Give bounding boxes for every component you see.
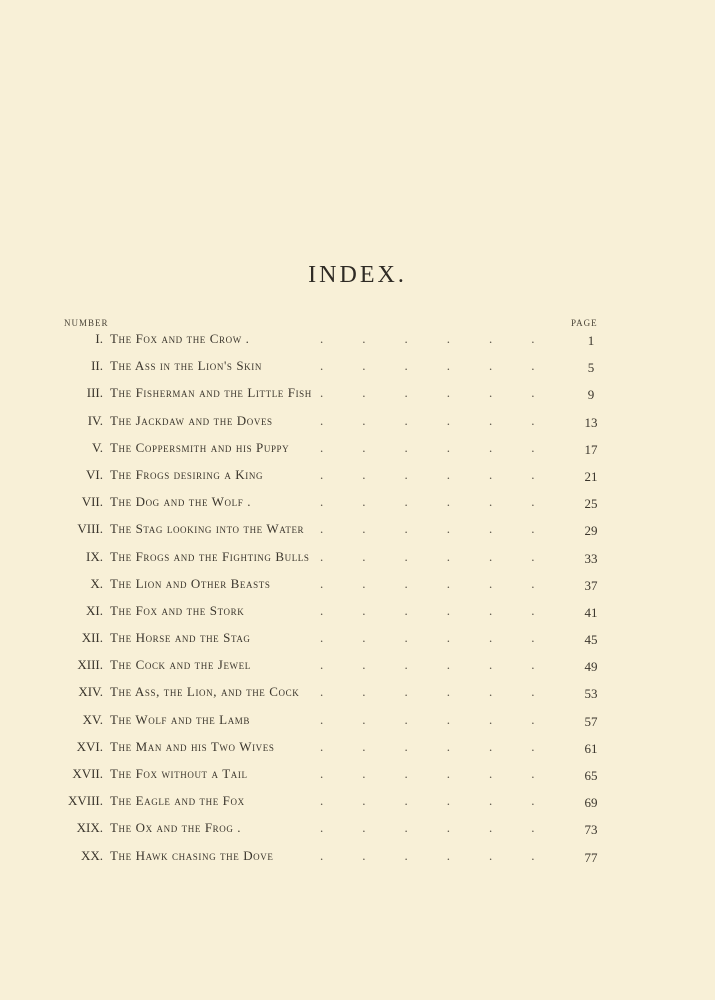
index-entry (0, 736, 715, 763)
index-entry (0, 328, 715, 355)
entry-number: XIX. (76, 820, 103, 836)
dot-leader: . . . . . . (320, 602, 535, 618)
dot-leader: . . . . . . (320, 793, 535, 809)
index-entry (0, 410, 715, 437)
entry-page-number: 17 (584, 441, 598, 457)
entry-page-number: 57 (584, 713, 598, 729)
dot-leader: . . . . . . (320, 412, 535, 428)
entry-title: The Fisherman and the Little Fish (110, 385, 312, 401)
entry-number: XVIII. (67, 793, 103, 809)
entry-number: V. (92, 439, 103, 455)
entry-title: The Ass, the Lion, and the Cock (110, 684, 300, 700)
entry-page-number: 9 (587, 387, 595, 403)
entry-number: XX. (80, 847, 103, 863)
entry-title: The Frogs and the Fighting Bulls (110, 548, 310, 564)
entry-page-number: 53 (584, 686, 598, 702)
dot-leader: . . . . . . (320, 548, 535, 564)
entry-number: XI. (86, 602, 103, 618)
entry-title: The Eagle and the Fox (110, 793, 245, 809)
index-entry (0, 600, 715, 627)
index-entry (0, 681, 715, 708)
entry-title: The Cock and the Jewel (110, 657, 251, 673)
index-entry (0, 709, 715, 736)
dot-leader: . . . . . . (320, 820, 535, 836)
index-entry (0, 790, 715, 817)
entry-title: The Fox and the Stork (110, 602, 245, 618)
index-entry (0, 573, 715, 600)
entry-title: The Frogs desiring a King (110, 466, 264, 482)
number-column-header: NUMBER (64, 318, 109, 328)
entry-page-number: 41 (584, 604, 598, 620)
index-entry (0, 817, 715, 844)
entry-number: VI. (86, 466, 103, 482)
entry-title: The Fox without a Tail (110, 766, 248, 781)
index-entry (0, 382, 715, 409)
dot-leader: . . . . . . (320, 684, 535, 700)
entry-number: II. (91, 358, 103, 374)
entry-title: The Wolf and the Lamb (110, 711, 251, 727)
dot-leader: . . . . . . (320, 494, 535, 510)
page-title: INDEX. (308, 262, 407, 288)
entry-title: The Fox and the Crow . (110, 331, 250, 346)
entry-number: X. (90, 575, 103, 591)
index-entry (0, 464, 715, 491)
index-entry (0, 654, 715, 681)
entry-title: The Hawk chasing the Dove (110, 847, 274, 863)
dot-leader: . . . . . . (320, 575, 535, 591)
entry-number: I. (95, 331, 103, 346)
index-entry (0, 437, 715, 464)
entry-page-number: 33 (584, 550, 598, 566)
entry-page-number: 37 (584, 577, 598, 593)
entry-title: The Jackdaw and the Doves (110, 412, 273, 428)
page-column-header: PAGE (571, 318, 598, 328)
entry-title: The Coppersmith and his Puppy (110, 439, 290, 455)
dot-leader: . . . . . . (320, 657, 535, 673)
entry-number: XVII. (72, 766, 103, 781)
dot-leader: . . . . . . (320, 738, 535, 754)
index-entry (0, 518, 715, 545)
entry-number: III. (86, 385, 103, 401)
entry-number: XVI. (76, 738, 103, 754)
entry-page-number: 5 (587, 360, 595, 376)
dot-leader: . . . . . . (320, 630, 535, 646)
dot-leader: . . . . . . (320, 439, 535, 455)
entry-page-number: 13 (584, 414, 598, 430)
entry-page-number: 73 (584, 822, 598, 838)
dot-leader: . . . . . . (320, 521, 535, 537)
entry-number: XIII. (77, 657, 103, 673)
entry-page-number: 49 (584, 659, 598, 675)
dot-leader: . . . . . . (320, 847, 535, 863)
entry-title: The Lion and Other Beasts (110, 575, 271, 591)
entry-title: The Dog and the Wolf . (110, 494, 252, 510)
entry-title: The Stag looking into the Water (110, 521, 305, 537)
entry-number: XIV. (78, 684, 103, 700)
entry-page-number: 45 (584, 632, 598, 648)
entry-page-number: 61 (584, 740, 598, 756)
dot-leader: . . . . . . (320, 711, 535, 727)
index-entry (0, 546, 715, 573)
entry-page-number: 21 (584, 468, 598, 484)
entry-page-number: 65 (584, 768, 598, 783)
entry-page-number: 69 (584, 795, 598, 811)
index-list (0, 328, 715, 872)
entry-number: IX. (86, 548, 103, 564)
entry-title: The Ass in the Lion's Skin (110, 358, 262, 374)
dot-leader: . . . . . . (320, 766, 535, 781)
entry-number: VIII. (77, 521, 103, 537)
entry-title: The Ox and the Frog . (110, 820, 242, 836)
index-entry (0, 845, 715, 872)
entry-number: VII. (81, 494, 103, 510)
entry-number: XII. (81, 630, 103, 646)
entry-page-number: 25 (584, 496, 598, 512)
dot-leader: . . . . . . (320, 466, 535, 482)
entry-page-number: 77 (584, 849, 598, 865)
entry-number: XV. (82, 711, 103, 727)
entry-page-number: 29 (584, 523, 598, 539)
dot-leader: . . . . . . (320, 358, 535, 374)
entry-page-number: 1 (587, 333, 595, 348)
index-entry (0, 763, 715, 790)
dot-leader: . . . . . . (320, 385, 535, 401)
entry-number: IV. (87, 412, 103, 428)
dot-leader: . . . . . . (320, 331, 535, 346)
entry-title: The Man and his Two Wives (110, 738, 275, 754)
index-entry (0, 355, 715, 382)
entry-title: The Horse and the Stag (110, 630, 251, 646)
index-entry (0, 491, 715, 518)
index-entry (0, 627, 715, 654)
